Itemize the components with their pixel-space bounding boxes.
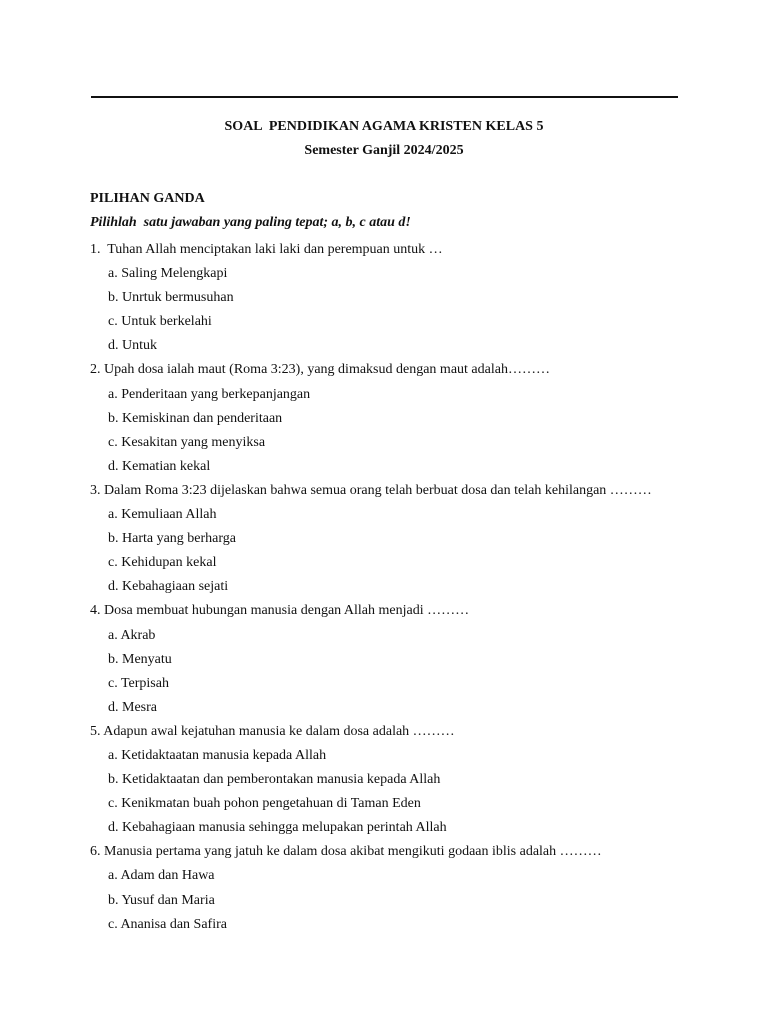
option-c: c. Ananisa dan Safira xyxy=(108,916,227,932)
option-c: c. Untuk berkelahi xyxy=(108,314,212,330)
option-d: d. Kematian kekal xyxy=(108,458,211,474)
option-a: a. Ketidaktaatan manusia kepada Allah xyxy=(108,747,327,763)
option-d: d. Mesra xyxy=(108,699,157,715)
option-c: c. Kesakitan yang menyiksa xyxy=(108,434,266,450)
document-subtitle: Semester Ganjil 2024/2025 xyxy=(304,143,464,158)
option-a: a. Saling Melengkapi xyxy=(108,266,228,282)
question-text: 2. Upah dosa ialah maut (Roma 3:23), yang dimaksud dengan maut adalah……… xyxy=(90,362,550,378)
question-text: 6. Manusia pertama yang jatuh ke dalam dosa akibat mengikuti godaan iblis adalah ……… xyxy=(90,844,602,860)
option-a: a. Adam dan Hawa xyxy=(108,868,215,884)
option-b: b. Menyatu xyxy=(108,651,172,667)
option-d: d. Kebahagiaan manusia sehingga melupakan perintah Allah xyxy=(108,820,447,836)
question-text: 4. Dosa membuat hubungan manusia dengan Allah menjadi ……… xyxy=(90,603,470,619)
question-list xyxy=(90,238,690,937)
question-text: 5. Adapun awal kejatuhan manusia ke dalam dosa adalah ……… xyxy=(90,723,455,739)
option-c: c. Terpisah xyxy=(108,675,169,691)
option-a: a. Kemuliaan Allah xyxy=(108,507,217,523)
question-3 xyxy=(90,479,690,599)
option-c: c. Kenikmatan buah pohon pengetahuan di Taman Eden xyxy=(108,796,421,812)
question-text: 1. Tuhan Allah menciptakan laki laki dan perempuan untuk … xyxy=(90,242,443,257)
section-instruction: Pilihlah satu jawaban yang paling tepat; a, b, c atau d! xyxy=(90,215,411,230)
top-rule xyxy=(91,96,678,98)
option-b: b. Yusuf dan Maria xyxy=(108,892,215,908)
question-2 xyxy=(90,358,690,478)
option-c: c. Kehidupan kekal xyxy=(108,555,217,571)
section-heading: PILIHAN GANDA xyxy=(90,191,205,206)
option-d: d. Kebahagiaan sejati xyxy=(108,579,229,595)
question-4 xyxy=(90,599,690,719)
option-b: b. Ketidaktaatan dan pemberontakan manusia kepada Allah xyxy=(108,772,441,788)
option-a: a. Akrab xyxy=(108,627,156,643)
option-b: b. Unrtuk bermusuhan xyxy=(108,290,234,306)
option-b: b. Kemiskinan dan penderitaan xyxy=(108,410,283,426)
option-b: b. Harta yang berharga xyxy=(108,531,237,547)
question-6 xyxy=(90,840,690,936)
question-5 xyxy=(90,720,690,840)
question-1 xyxy=(90,238,690,358)
document-title: SOAL PENDIDIKAN AGAMA KRISTEN KELAS 5 xyxy=(224,119,544,134)
option-a: a. Penderitaan yang berkepanjangan xyxy=(108,386,311,402)
question-text: 3. Dalam Roma 3:23 dijelaskan bahwa semua orang telah berbuat dosa dan telah kehilangan ……… xyxy=(90,482,652,498)
option-d: d. Untuk xyxy=(108,338,157,354)
